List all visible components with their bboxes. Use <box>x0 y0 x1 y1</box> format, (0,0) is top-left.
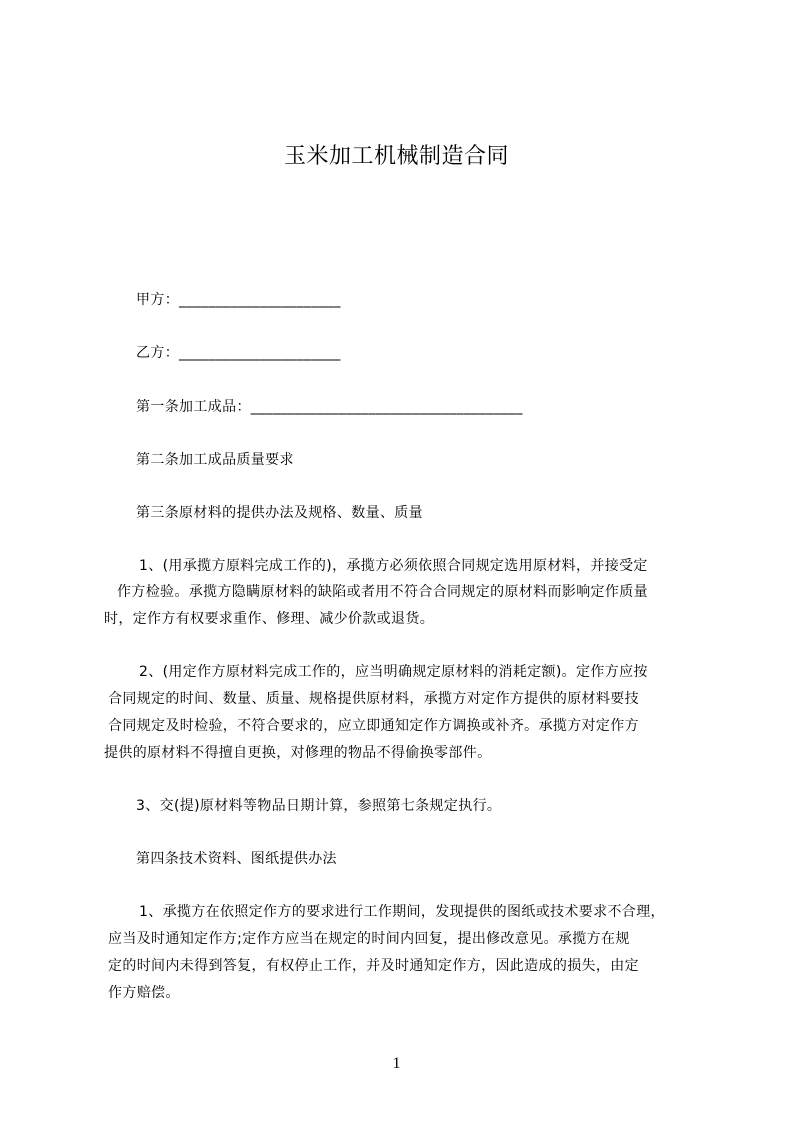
clause-3-2-line-2: 合同规定的时间、数量、质量、规格提供原材料，承揽方对定作方提供的原材料要技 <box>108 691 639 707</box>
clause-4-1-line-3: 定的时间内未得到答复，有权停止工作，并及时通知定作方，因此造成的损失，由定 <box>108 958 639 974</box>
clause-3-2-line-1: 2、(用定作方原材料完成工作的，应当明确规定原材料的消耗定额)。定作方应按 <box>139 664 648 680</box>
clause-4-1-line-4: 作方赔偿。 <box>108 985 180 1001</box>
clause-4-1-line-2: 应当及时通知定作方;定作方应当在规定的时间内回复，提出修改意见。承揽方在规 <box>108 931 630 947</box>
clause-3-1-line-2: 作方检验。承揽方隐瞒原材料的缺陷或者用不符合合同规定的原材料而影响定作质量 <box>117 584 648 600</box>
party-b-line: 乙方：______________________ <box>136 345 341 361</box>
article-2-heading: 第二条加工成品质量要求 <box>136 452 294 468</box>
contract-title: 玉米加工机械制造合同 <box>283 144 509 169</box>
article-3-heading: 第三条原材料的提供办法及规格、数量、质量 <box>136 505 423 521</box>
party-a-line: 甲方：______________________ <box>136 292 341 308</box>
clause-3-1-line-3: 时，定作方有权要求重作、修理、减少价款或退货。 <box>104 611 435 627</box>
clause-3-2-line-3: 合同规定及时检验，不符合要求的，应立即通知定作方调换或补齐。承揽方对定作方 <box>108 718 639 734</box>
clause-3-3-line: 3、交(提)原材料等物品日期计算，参照第七条规定执行。 <box>136 798 502 814</box>
article-4-heading: 第四条技术资料、图纸提供办法 <box>136 851 337 867</box>
clause-3-1-line-1: 1、(用承揽方原料完成工作的)，承揽方必须依照合同规定选用原材料，并接受定 <box>139 558 648 574</box>
page-number: 1 <box>392 1055 401 1072</box>
article-1-line: 第一条加工成品：_____________________________________ <box>136 399 523 415</box>
clause-4-1-line-1: 1、承揽方在依照定作方的要求进行工作期间，发现提供的图纸或技术要求不合理， <box>139 904 665 920</box>
clause-3-2-line-4: 提供的原材料不得擅自更换，对修理的物品不得偷换零部件。 <box>104 745 492 761</box>
